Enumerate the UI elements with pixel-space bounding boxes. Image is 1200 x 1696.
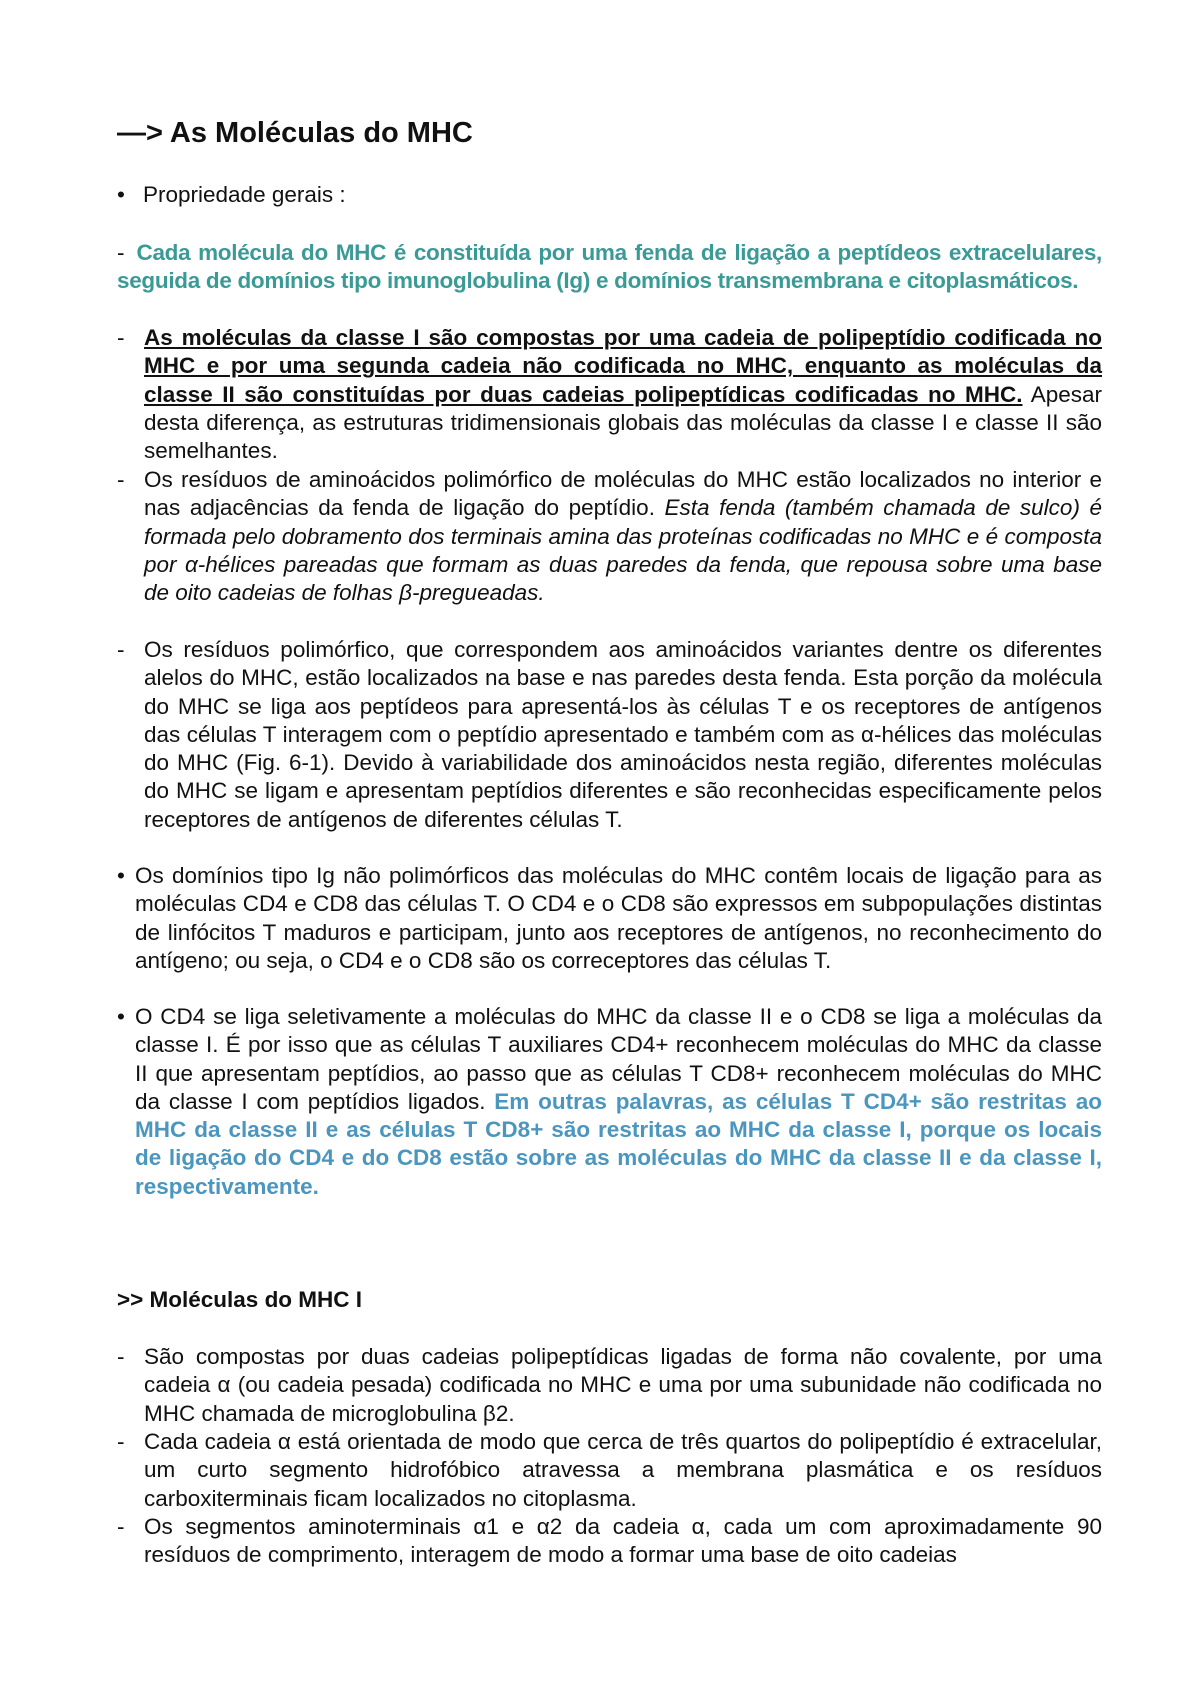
paragraph-text: São compostas por duas cadeias polipeptídicas ligadas de forma não covalente, por uma cadeia α (ou cadeia pesada) codificada no MHC e uma por uma subunidade não codificada no MHC chamada de microglobulina β2.: [144, 1344, 1102, 1426]
dash-icon: -: [117, 467, 125, 492]
list-item: [117, 1428, 1102, 1513]
dash-icon: -: [117, 240, 125, 265]
underlined-text: As moléculas da classe I são compostas por uma cadeia de polipeptídio codificada no MHC e por uma segunda cadeia não codificada no MHC, enquanto as moléculas da classe II são constituídas por duas cadeias polipeptídicas codificadas no MHC.: [144, 325, 1102, 407]
list-item: [117, 1343, 1102, 1428]
section-title: >> Moléculas do MHC I: [117, 1287, 363, 1312]
list-item: [117, 466, 1102, 607]
italic-text: Esta fenda (também chamada de sulco) é formada pelo dobramento dos terminais amina das proteínas codificadas no MHC e é composta por α-hélices pareadas que formam as duas paredes da fenda, que repousa sobre uma base de oito cadeias de folhas β-pregueadas.: [144, 495, 1102, 606]
properties-label: Propriedade gerais :: [143, 182, 346, 207]
bullet-icon: •: [117, 182, 125, 207]
dash-icon: -: [117, 1344, 125, 1369]
bullet-icon: •: [117, 863, 125, 888]
dash-icon: -: [117, 1429, 125, 1454]
page-title: —> As Moléculas do MHC: [117, 117, 473, 149]
bullet-icon: •: [117, 1004, 125, 1029]
dash-icon: -: [117, 325, 125, 350]
list-item: [117, 324, 1102, 465]
list-item: [117, 1003, 1102, 1201]
paragraph-structure: [117, 239, 1102, 296]
properties-heading: [117, 181, 346, 209]
paragraph-text: Cada cadeia α está orientada de modo que cerca de três quartos do polipeptídio é extracelular, um curto segmento hidrofóbico atravessa a membrana plasmática e os resíduos carboxiterminais ficam localizados no citoplasma.: [144, 1429, 1102, 1511]
paragraph-text: Os domínios tipo Ig não polimórficos das moléculas do MHC contêm locais de ligação para as moléculas CD4 e CD8 das células T. O CD4 e o CD8 são expressos em subpopulações distintas de linfócitos T maduros e participam, junto aos receptores de antígenos, no reconhecimento do antígeno; ou seja, o CD4 e o CD8 são os correceptores das células T.: [135, 863, 1102, 973]
dash-icon: -: [117, 637, 125, 662]
dash-icon: -: [117, 1514, 125, 1539]
paragraph-text: Os segmentos aminoterminais α1 e α2 da cadeia α, cada um com aproximadamente 90 resíduos de comprimento, interagem de modo a formar uma base de oito cadeias: [144, 1514, 1102, 1568]
paragraph-text: Os resíduos de aminoácidos polimórfico de moléculas do MHC estão localizados no interior e nas adjacências da fenda de ligação do peptídio.: [144, 467, 1102, 521]
paragraph-text: Os resíduos polimórfico, que correspondem aos aminoácidos variantes dentre os diferentes alelos do MHC, estão localizados na base e nas paredes desta fenda. Esta porção da molécula do MHC se liga aos peptídeos para apresentá-los às células T e os receptores de antígenos das células T interagem com o peptídio apresentado e também com as α-hélices das moléculas do MHC (Fig. 6-1). Devido à variabilidade dos aminoácidos nesta região, diferentes moléculas do MHC se ligam e apresentam peptídios diferentes e são reconhecidas especificamente pelos receptores de antígenos de diferentes células T.: [144, 637, 1102, 832]
list-item: [117, 636, 1102, 834]
list-item: [117, 1513, 1102, 1570]
paragraph-text: Apesar desta diferença, as estruturas tridimensionais globais das moléculas da classe I e classe II são semelhantes.: [144, 381, 1102, 464]
highlighted-text: Em outras palavras, as células T CD4+ são restritas ao MHC da classe II e as células T CD8+ são restritas ao MHC da classe I, porque os locais de ligação do CD4 e do CD8 estão sobre as moléculas do MHC da classe II e da classe I, respectivamente.: [135, 1088, 1102, 1199]
list-item: [117, 862, 1102, 975]
paragraph-structure-text: Cada molécula do MHC é constituída por uma fenda de ligação a peptídeos extracelulares, seguida de domínios tipo imunoglobulina (Ig) e domínios transmembrana e citoplasmáticos.: [117, 240, 1102, 294]
paragraph-text: O CD4 se liga seletivamente a moléculas do MHC da classe II e o CD8 se liga a moléculas da classe I. É por isso que as células T auxiliares CD4+ reconhecem moléculas do MHC da classe II que apresentam peptídios, ao passo que as células T CD8+ reconhecem moléculas do MHC da classe I com peptídios ligados.: [135, 1004, 1102, 1114]
